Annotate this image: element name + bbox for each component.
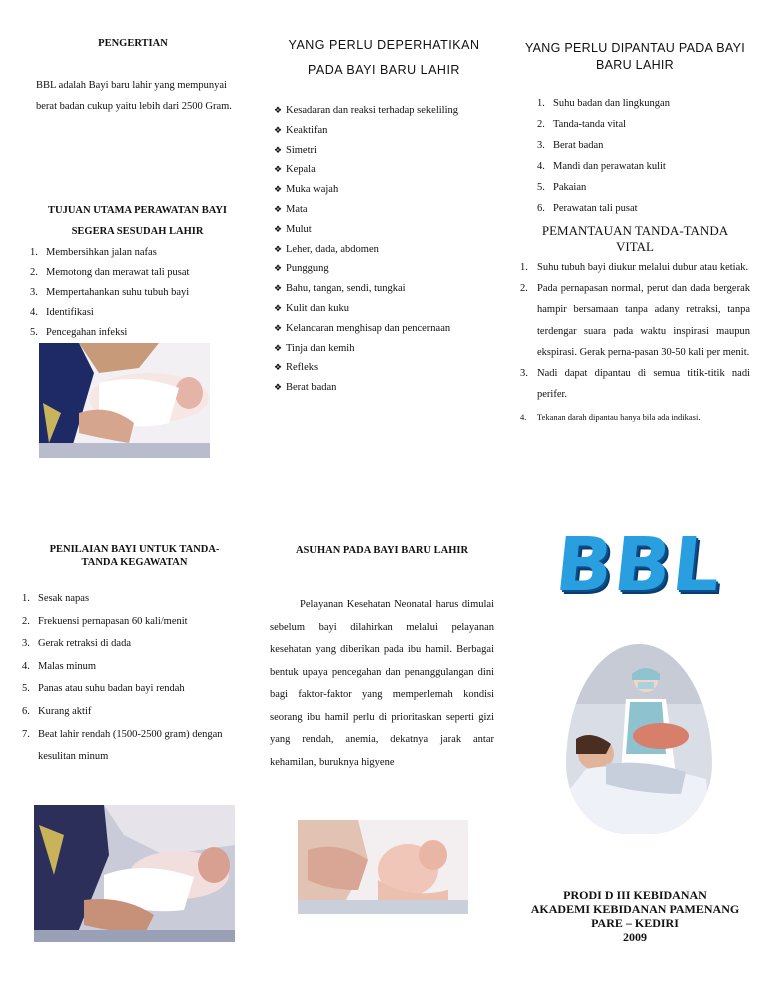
list-item: 4. Mandi dan perawatan kulit xyxy=(537,161,666,172)
diamond-bullet-icon: ❖ xyxy=(274,124,283,135)
list-item: 4. Malas minum xyxy=(22,660,97,672)
institution-line-3: PARE – KEDIRI xyxy=(591,916,679,930)
tujuan-list xyxy=(30,243,245,343)
institution-year: 2009 xyxy=(623,930,647,944)
diamond-bullet-icon: ❖ xyxy=(274,184,283,195)
panel-dipantau xyxy=(520,40,750,429)
photo-baby-care-1 xyxy=(39,343,210,458)
list-item: 3. Berat badan xyxy=(537,140,604,151)
list-item: 3. Mempertahankan suhu tubuh bayi xyxy=(30,287,190,298)
list-item: 2. Frekuensi pernapasan 60 kali/menit xyxy=(22,615,188,627)
list-item: 1. Suhu badan dan lingkungan xyxy=(537,98,670,109)
list-item: 1. Membersihkan jalan nafas xyxy=(30,247,157,258)
diamond-bullet-icon: ❖ xyxy=(274,302,283,313)
panel-pengertian xyxy=(36,38,236,117)
list-item: ❖ Punggung xyxy=(274,259,500,279)
bbl-logo: BBL xyxy=(551,522,727,608)
diamond-bullet-icon: ❖ xyxy=(274,342,283,353)
panel-diperhatikan xyxy=(268,38,500,398)
list-item: ❖ Mata xyxy=(274,200,500,220)
diperhatikan-title-2: PADA BAYI BARU LAHIR xyxy=(308,63,460,77)
tujuan-title: TUJUAN UTAMA PERAWATAN BAYI SEGERA SESUDAH LAHIR xyxy=(47,205,227,237)
asuhan-title: ASUHAN PADA BAYI BARU LAHIR xyxy=(295,545,469,556)
list-item: ❖ Berat badan xyxy=(274,378,500,398)
diperhatikan-list xyxy=(274,101,500,398)
institution-block xyxy=(520,888,750,944)
photo-baby-care-2 xyxy=(34,805,235,942)
list-item: 7. Beat lahir rendah (1500-2500 gram) dengan kesulitan minum xyxy=(22,728,223,763)
list-item: 1. Sesak napas xyxy=(22,593,90,604)
panel-tujuan xyxy=(30,200,245,343)
vital-title: PEMANTAUAN TANDA-TANDA VITAL xyxy=(541,223,729,254)
list-item: ❖ Kulit dan kuku xyxy=(274,299,500,319)
pengertian-text: BBL adalah Bayi baru lahir yang mempunyai berat badan cukup yaitu lebih dari 2500 Gram. xyxy=(36,80,232,112)
list-item: 2. Pada pernapasan normal, perut dan dada bergerak hampir bersamaan tanpa adany retraksi, tanpa terdengar suara pada waktu inspirasi maupun ekspirasi. Gerak perna-pasan 30-50 kali per menit. xyxy=(520,283,750,358)
dipantau-list xyxy=(537,93,750,219)
diamond-bullet-icon: ❖ xyxy=(274,362,283,373)
panel-kegawatan xyxy=(22,543,247,769)
photo-baby-bath xyxy=(298,820,468,914)
diamond-bullet-icon: ❖ xyxy=(274,223,283,234)
diamond-bullet-icon: ❖ xyxy=(274,105,283,115)
list-item: ❖ Simetri xyxy=(274,141,500,161)
asuhan-text: Pelayanan Kesehatan Neonatal harus dimulai sebelum bayi dilahirkan melalui pelayanan kesehatan yang diberikan pada ibu hamil. Berbagai bentuk upaya pencegahan dan penanggulangan dini bagi faktor-faktor yang memperlemah kondisi seorang ibu hamil perlu di prioritaskan seperti gizi yang rendah, anemia, dekatnya jarak antar kehamilan, buruknya higyene xyxy=(270,599,494,768)
list-item: ❖ Bahu, tangan, sendi, tungkai xyxy=(274,279,500,299)
diperhatikan-title-1: YANG PERLU DEPERHATIKAN xyxy=(288,38,480,52)
list-item: 3. Nadi dapat dipantau di semua titik-titik nadi perifer. xyxy=(520,368,750,401)
list-item: 1. Suhu tubuh bayi diukur melalui dubur atau ketiak. xyxy=(520,262,749,273)
list-item: 2. Memotong dan merawat tali pusat xyxy=(30,267,190,278)
kegawatan-title: PENILAIAN BAYI UNTUK TANDA-TANDA KEGAWATAN xyxy=(49,544,220,568)
list-item: ❖ Leher, dada, abdomen xyxy=(274,240,500,260)
diamond-bullet-icon: ❖ xyxy=(274,243,283,254)
list-item: 5. Pakaian xyxy=(537,182,587,193)
kegawatan-list xyxy=(22,588,247,769)
panel-asuhan xyxy=(270,545,494,774)
list-item: ❖ Kelancaran menghisap dan pencernaan xyxy=(274,319,500,339)
list-item: ❖ Keaktifan xyxy=(274,121,500,141)
list-item: 4. Identifikasi xyxy=(30,307,94,318)
list-item: 5. Pencegahan infeksi xyxy=(30,327,128,338)
list-item: 2. Tanda-tanda vital xyxy=(537,119,627,130)
list-item: ❖ Kepala xyxy=(274,160,500,180)
diamond-bullet-icon: ❖ xyxy=(274,382,283,393)
diamond-bullet-icon: ❖ xyxy=(274,144,283,155)
list-item: 5. Panas atau suhu badan bayi rendah xyxy=(22,683,185,695)
institution-line-2: AKADEMI KEBIDANAN PAMENANG xyxy=(530,902,740,916)
list-item: 4. Tekanan darah dipantau hanya bila ada indikasi. xyxy=(520,412,701,423)
list-item: ❖ Tinja dan kemih xyxy=(274,339,500,359)
list-item: 6. Kurang aktif xyxy=(22,705,92,717)
vital-list xyxy=(520,257,750,429)
list-item: 6. Perawatan tali pusat xyxy=(537,203,638,214)
dipantau-title: YANG PERLU DIPANTAU PADA BAYI BARU LAHIR xyxy=(524,41,746,72)
list-item: ❖ Kesadaran dan reaksi terhadap sekeliling xyxy=(274,101,500,121)
diamond-bullet-icon: ❖ xyxy=(274,283,283,294)
list-item: ❖ Refleks xyxy=(274,358,500,378)
list-item: ❖ Mulut xyxy=(274,220,500,240)
pengertian-title: PENGERTIAN xyxy=(98,38,168,49)
diamond-bullet-icon: ❖ xyxy=(274,203,283,214)
diamond-bullet-icon: ❖ xyxy=(274,322,283,333)
list-item: 3. Gerak retraksi di dada xyxy=(22,638,131,650)
list-item: ❖ Muka wajah xyxy=(274,180,500,200)
diamond-bullet-icon: ❖ xyxy=(274,263,283,274)
photo-mother-nurse-baby xyxy=(566,644,712,834)
diamond-bullet-icon: ❖ xyxy=(274,164,283,175)
institution-line-1: PRODI D III KEBIDANAN xyxy=(563,888,707,902)
